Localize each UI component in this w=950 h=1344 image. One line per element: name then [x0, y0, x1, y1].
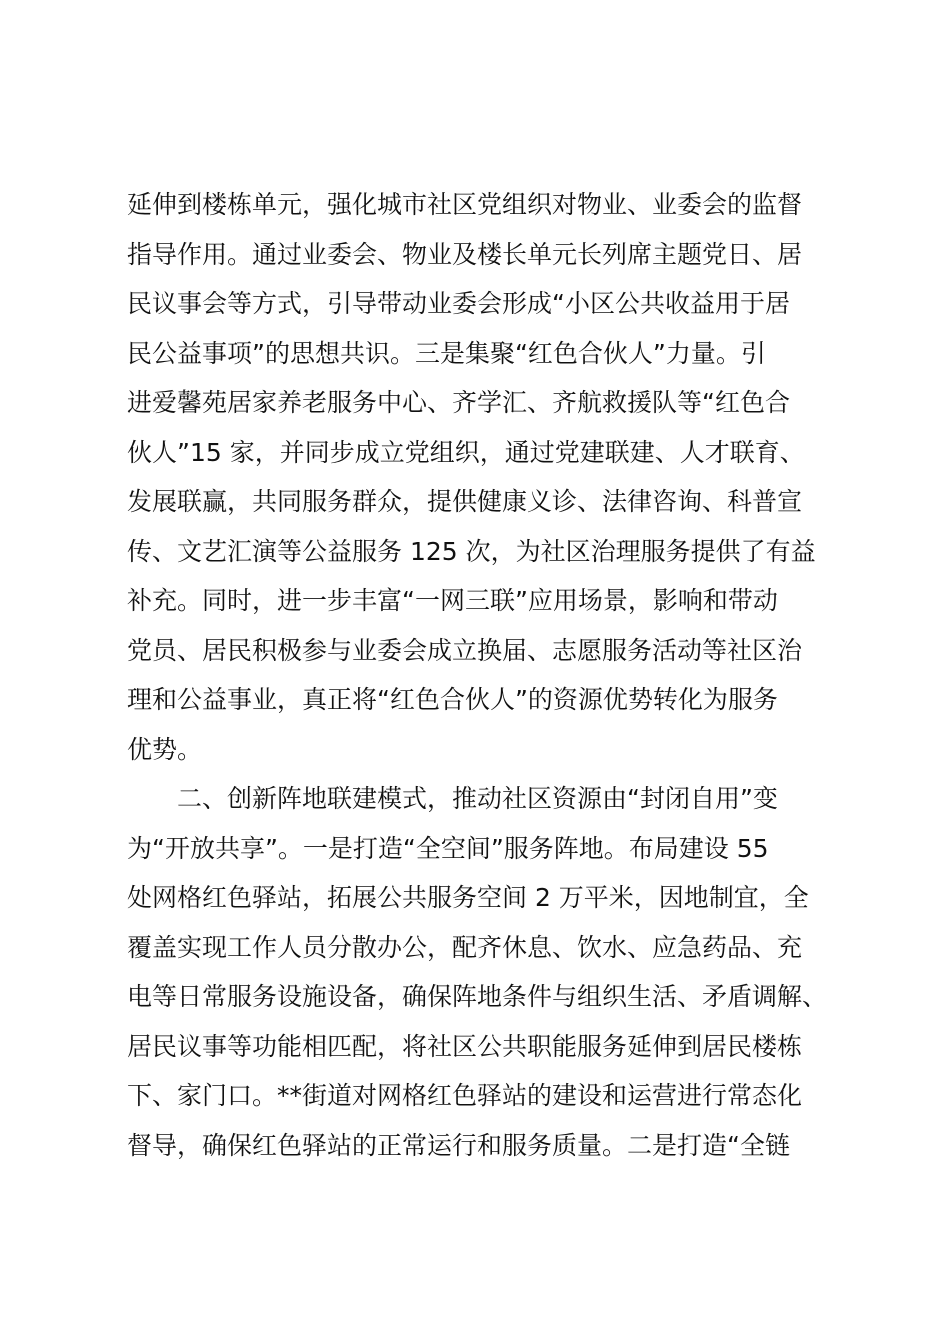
text-line: 二、创新阵地联建模式，推动社区资源由“封闭自用”变 — [127, 784, 778, 813]
body-text — [127, 180, 847, 1170]
text-line: 督导，确保红色驿站的正常运行和服务质量。二是打造“全链 — [127, 1130, 790, 1160]
text-line: 延伸到楼栋单元，强化城市社区党组织对物业、业委会的监督 — [127, 190, 803, 219]
text-line: 民议事会等方式，引导带动业委会形成“小区公共收益用于居 — [127, 289, 790, 318]
text-line: 居民议事等功能相匹配，将社区公共职能服务延伸到居民楼栋 — [127, 1031, 803, 1061]
text-line: 民公益事项”的思想共识。三是集聚“红色合伙人”力量。引 — [127, 338, 766, 368]
text-line: 进爱馨苑居家养老服务中心、齐学汇、齐航救援队等“红色合 — [127, 388, 790, 417]
text-line: 发展联赢，共同服务群众，提供健康义诊、法律咨询、科普宣 — [127, 487, 803, 516]
text-line: 覆盖实现工作人员分散办公，配齐休息、饮水、应急药品、充 — [127, 932, 803, 962]
text-line: 理和公益事业，真正将“红色合伙人”的资源优势转化为服务 — [127, 685, 778, 714]
text-line: 伙人”15 家，并同步成立党组织，通过党建联建、人才联育、 — [127, 437, 805, 467]
text-line: 为“开放共享”。一是打造“全空间”服务阵地。布局建设 55 — [127, 833, 769, 863]
text-line: 补充。同时，进一步丰富“一网三联”应用场景，影响和带动 — [127, 586, 778, 615]
text-line: 指导作用。通过业委会、物业及楼长单元长列席主题党日、居 — [127, 239, 803, 269]
text-line: 电等日常服务设施设备，确保阵地条件与组织生活、矛盾调解、 — [127, 982, 828, 1011]
text-line: 处网格红色驿站，拓展公共服务空间 2 万平米，因地制宜，全 — [127, 883, 809, 912]
text-line: 下、家门口。**街道对网格红色驿站的建设和运营进行常态化 — [127, 1081, 803, 1110]
text-line: 传、文艺汇演等公益服务 125 次，为社区治理服务提供了有益 — [127, 536, 816, 566]
text-line: 党员、居民积极参与业委会成立换届、志愿服务活动等社区治 — [127, 635, 803, 665]
text-line: 优势。 — [127, 734, 203, 764]
